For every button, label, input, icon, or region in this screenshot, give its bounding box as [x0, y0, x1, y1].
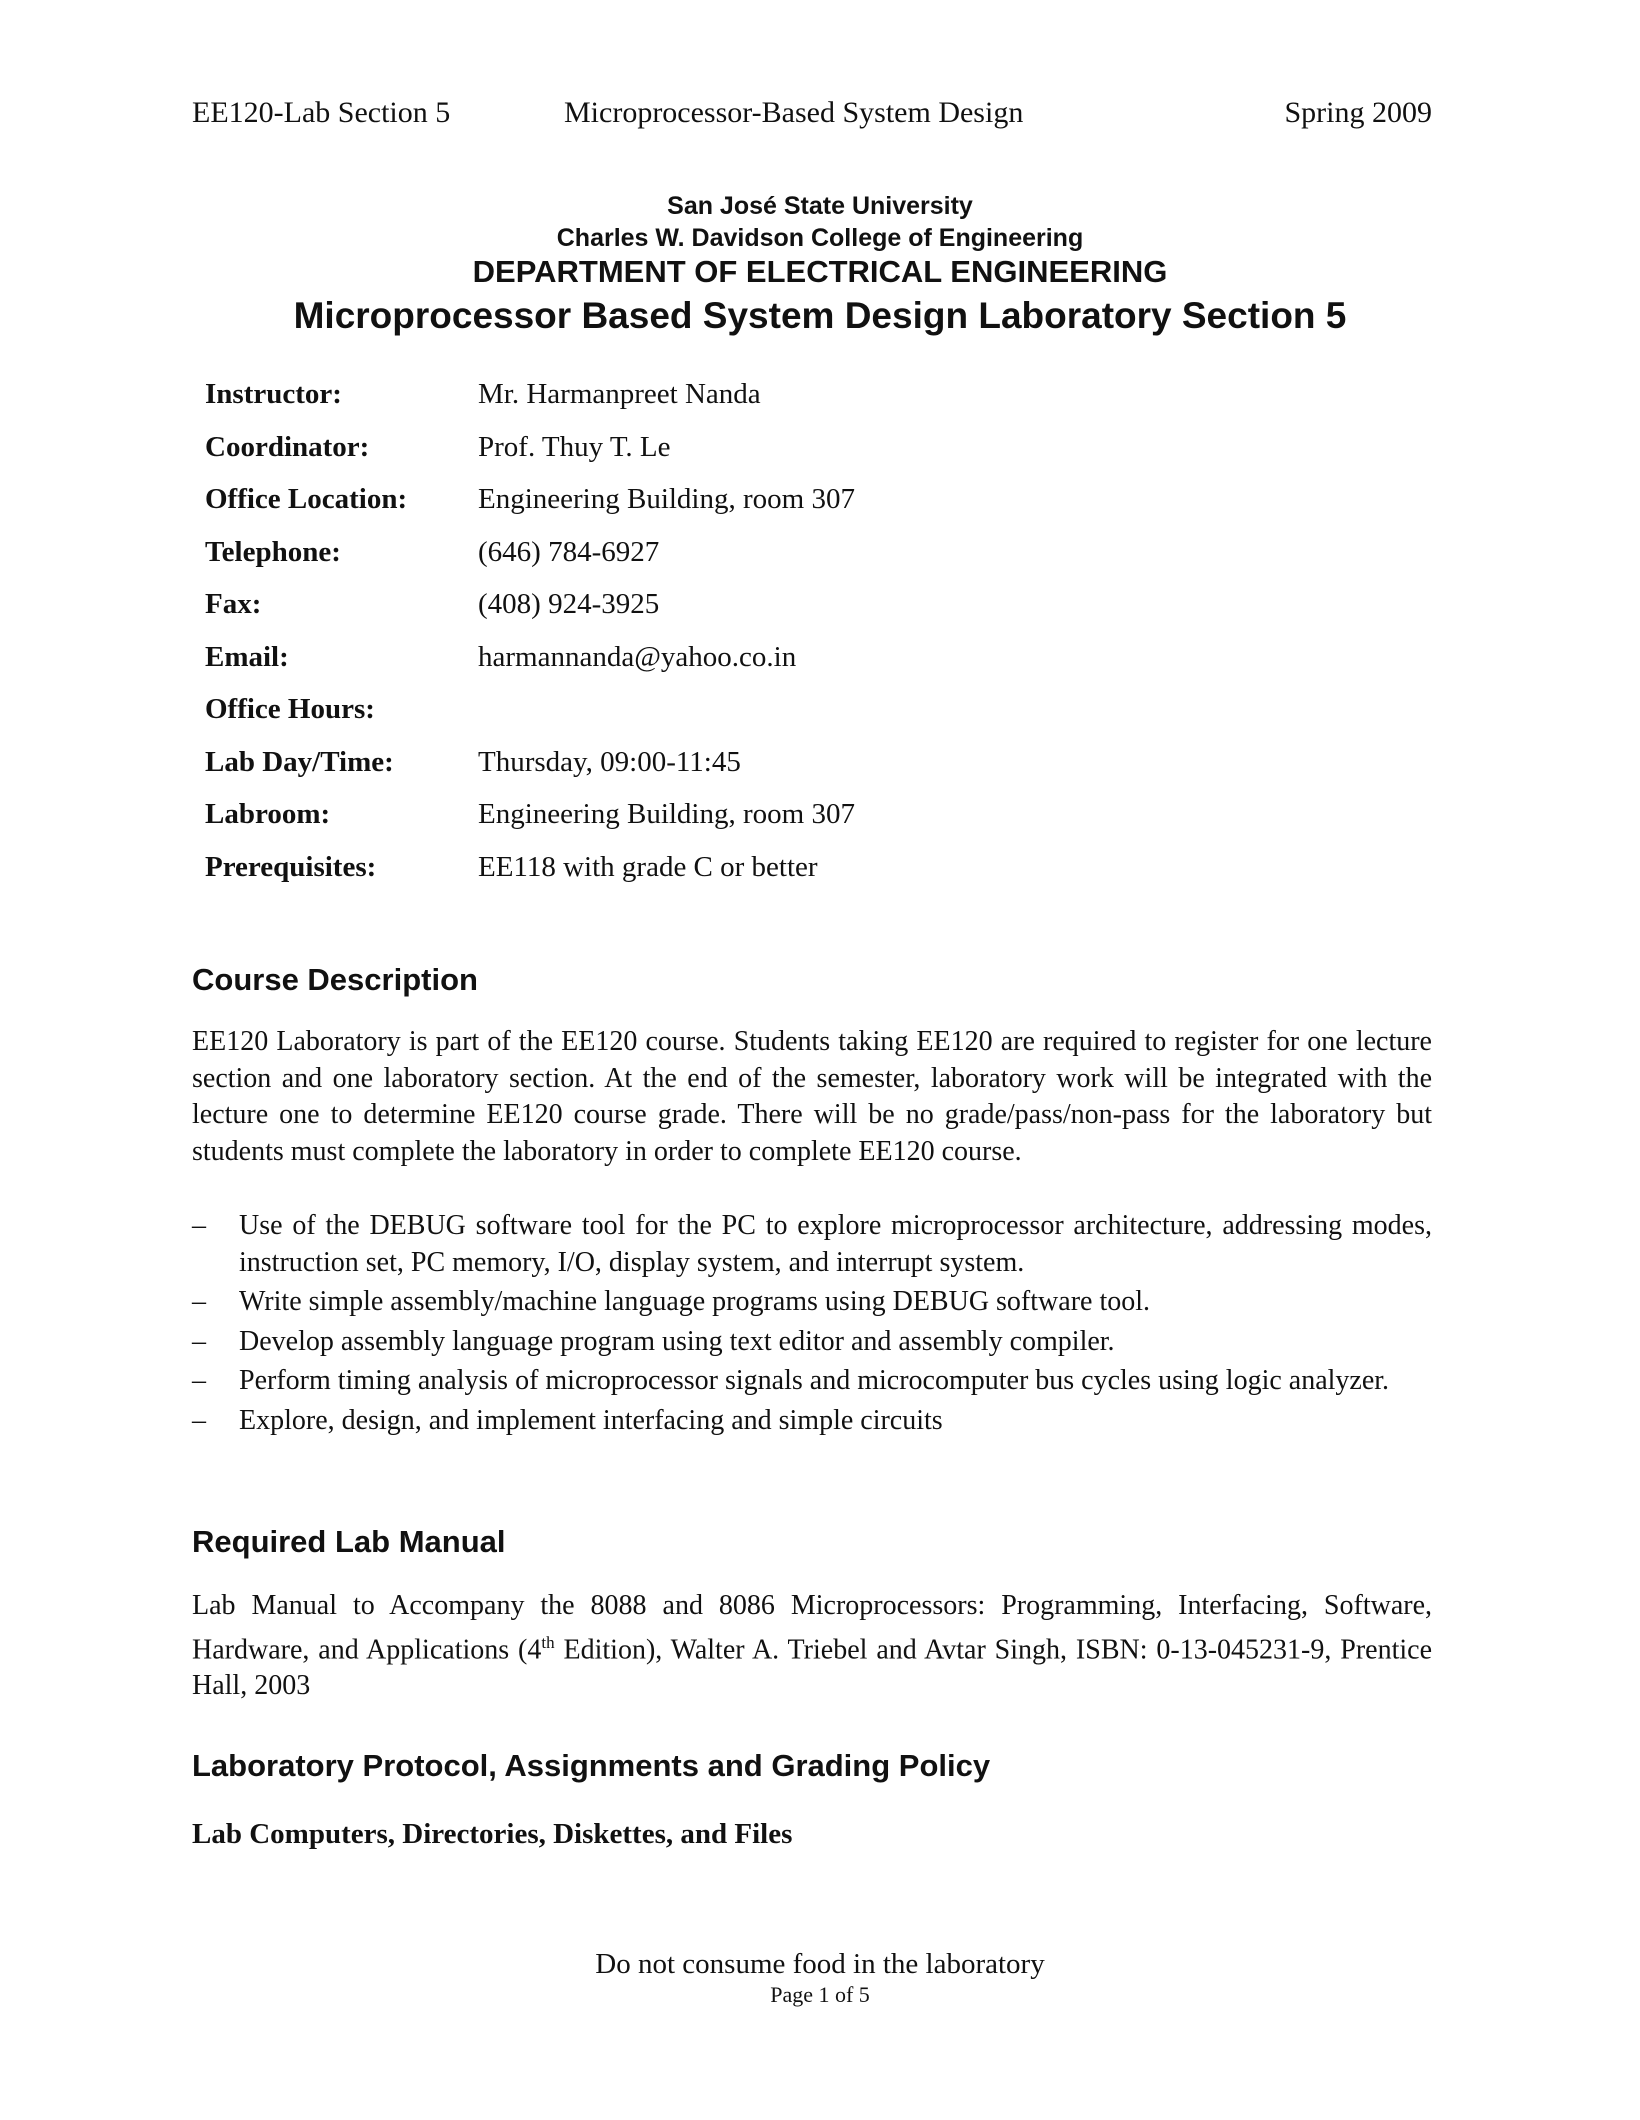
- info-value: harmannanda@yahoo.co.in: [478, 640, 797, 673]
- info-value: Engineering Building, room 307: [478, 798, 855, 830]
- list-item: [192, 1363, 1432, 1400]
- bullet-dash: –: [192, 1325, 206, 1357]
- bullet-dash: –: [192, 1365, 206, 1396]
- info-label: Email:: [205, 640, 289, 673]
- info-value: (646) 784-6927: [478, 535, 660, 568]
- lab-manual-citation: [192, 1588, 1432, 1705]
- info-value: EE118 with grade C or better: [478, 850, 818, 883]
- college-name: Charles W. Davidson College of Engineering: [556, 224, 1084, 252]
- info-label: Telephone:: [205, 535, 341, 568]
- list-item: [192, 1284, 1432, 1321]
- bullet-dash: –: [192, 1210, 206, 1241]
- citation-text-start: Lab Manual to Accompany the 8088 and 8086 Microprocessors: Programming, Interfacing, Software, Hardware, and Applications (4: [192, 1590, 1432, 1665]
- bullet-dash: –: [192, 1286, 206, 1317]
- department-name: DEPARTMENT OF ELECTRICAL ENGINEERING: [472, 254, 1168, 289]
- list-item-text: Use of the DEBUG software tool for the PC to explore microprocessor architecture, addressing modes, instruction set, PC memory, I/O, display system, and interrupt system.: [239, 1210, 1432, 1278]
- protocol-heading: Laboratory Protocol, Assignments and Grading Policy: [192, 1748, 991, 1783]
- lab-manual-heading: Required Lab Manual: [192, 1524, 506, 1559]
- info-label: Coordinator:: [205, 430, 370, 463]
- list-item: [192, 1403, 1432, 1440]
- info-label: Labroom:: [205, 798, 331, 830]
- running-header: [192, 96, 1432, 136]
- list-item: [192, 1324, 1432, 1361]
- info-value: Mr. Harmanpreet Nanda: [478, 378, 761, 410]
- header-course-title: Microprocessor-Based System Design: [564, 96, 1024, 129]
- info-label: Lab Day/Time:: [205, 745, 394, 778]
- page-footer: [0, 1946, 1640, 2008]
- course-objectives-list: [192, 1208, 1432, 1442]
- course-description-paragraph: EE120 Laboratory is part of the EE120 course. Students taking EE120 are required to register for one lecture section and one laboratory section. At the end of the semester, laboratory work will be integrated with the lecture one to determine EE120 course grade. There will be no grade/pass/non-pass for the laboratory but students must complete the laboratory in order to complete EE120 course.: [192, 1026, 1432, 1167]
- bullet-dash: –: [192, 1404, 206, 1436]
- list-item-text: Perform timing analysis of microprocessor signals and microcomputer bus cycles using logic analyzer.: [239, 1365, 1390, 1396]
- title-block: [0, 190, 1640, 340]
- page-title: Microprocessor Based System Design Laboratory Section 5: [293, 295, 1347, 336]
- info-label: Instructor:: [205, 378, 342, 410]
- university-name: San José State University: [667, 192, 973, 220]
- info-label: Fax:: [205, 588, 262, 620]
- info-label: Office Location:: [205, 483, 408, 515]
- citation-text-end: Edition), Walter A. Triebel and Avtar Singh, ISBN: 0-13-045231-9, Prentice Hall, 2003: [192, 1633, 1433, 1702]
- info-value: (408) 924-3925: [478, 588, 660, 620]
- footer-note: Do not consume food in the laboratory: [595, 1948, 1045, 1980]
- list-item-text: Develop assembly language program using text editor and assembly compiler.: [239, 1325, 1115, 1357]
- citation-superscript: th: [541, 1632, 555, 1652]
- header-term: Spring 2009: [1284, 96, 1432, 129]
- page-number: Page 1 of 5: [770, 1982, 870, 2007]
- info-value: Prof. Thuy T. Le: [478, 430, 671, 463]
- info-label: Prerequisites:: [205, 850, 377, 883]
- list-item-text: Write simple assembly/machine language programs using DEBUG software tool.: [239, 1286, 1150, 1317]
- list-item: [192, 1208, 1432, 1281]
- info-value: Engineering Building, room 307: [478, 483, 855, 515]
- list-item-text: Explore, design, and implement interfacing and simple circuits: [239, 1404, 943, 1436]
- header-course-section: EE120-Lab Section 5: [192, 96, 451, 129]
- lab-computers-subheading: Lab Computers, Directories, Diskettes, and Files: [192, 1818, 793, 1850]
- info-label: Office Hours:: [205, 693, 375, 725]
- info-value: Thursday, 09:00-11:45: [478, 745, 741, 778]
- course-description-heading: Course Description: [192, 962, 478, 997]
